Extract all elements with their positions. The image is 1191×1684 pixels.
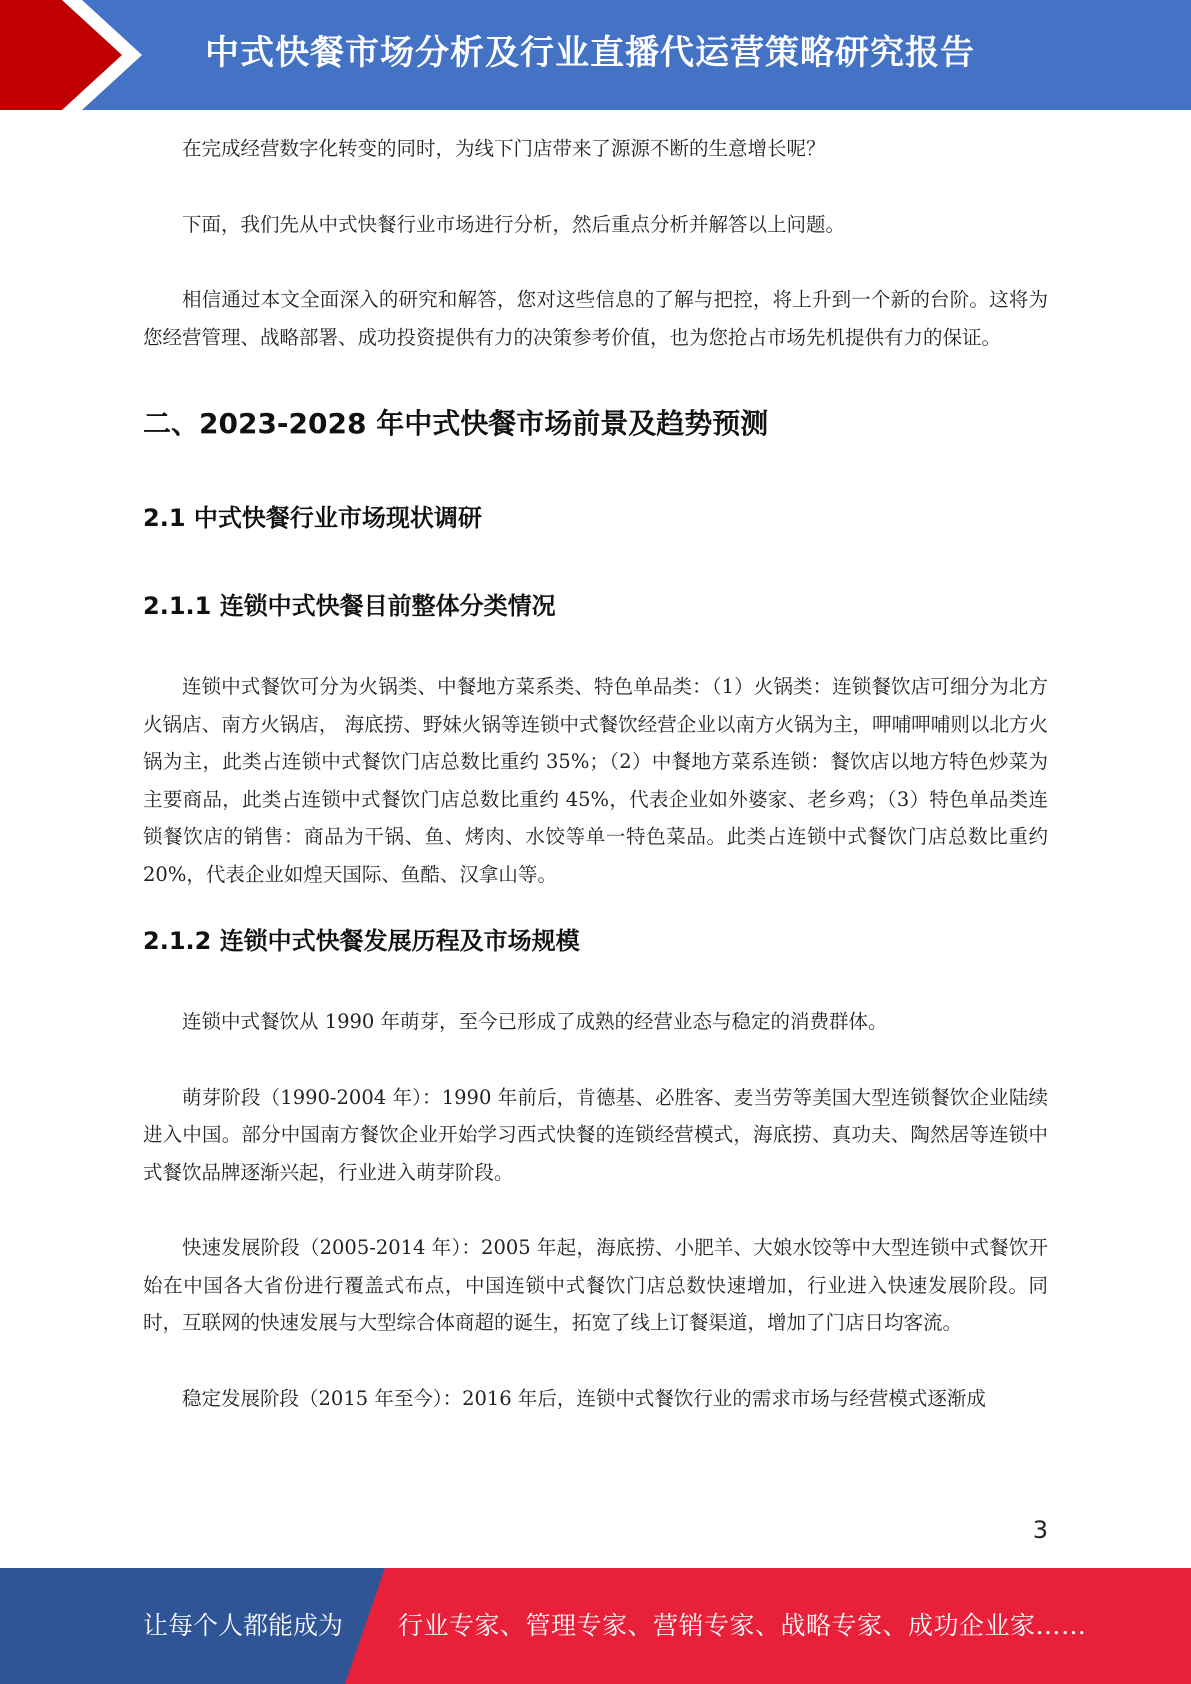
- header-title: 中式快餐市场分析及行业直播代运营策略研究报告: [205, 33, 975, 73]
- paragraph: 连锁中式餐饮从 1990 年萌芽，至今已形成了成熟的经营业态与稳定的消费群体。: [182, 1010, 888, 1033]
- footer-slogan-right: 行业专家、管理专家、营销专家、战略专家、成功企业家……: [398, 1611, 1087, 1640]
- paragraph: 相信通过本文全面深入的研究和解答，您对这些信息的了解与把控，将上升到一个新的台阶。这将为您经营管理、战略部署、成功投资提供有力的决策参考价值，也为您抢占市场先机提供有力的保证。: [143, 288, 1048, 349]
- paragraph: 连锁中式餐饮可分为火锅类、中餐地方菜系类、特色单品类：（1）火锅类：连锁餐饮店可细分为北方火锅店、南方火锅店， 海底捞、野妹火锅等连锁中式餐饮经营企业以南方火锅为主，呷哺呷哺则以北方火锅为主，此类占连锁中式餐饮门店总数比重约 35%；（2）中餐地方菜系连锁：餐饮店以地方特色炒菜为主要商品，此类占连锁中式餐饮门店总数比重约 45%，代表企业如外婆家、老乡鸡；（3）特色单品类连锁餐饮店的销售：商品为干锅、鱼、烤肉、水饺等单一特色菜品。此类占连锁中式餐饮门店总数比重约 20%，代表企业如煌天国际、鱼酷、汉拿山等。: [143, 675, 1048, 886]
- paragraph: 下面，我们先从中式快餐行业市场进行分析，然后重点分析并解答以上问题。: [182, 212, 846, 236]
- footer-slogan-left: 让每个人都能成为: [143, 1611, 344, 1640]
- page-header: [0, 0, 1191, 110]
- subsection-heading: 2.1.1 连锁中式快餐目前整体分类情况: [143, 592, 556, 620]
- document-body: [143, 130, 1048, 1417]
- paragraph: 快速发展阶段（2005-2014 年）：2005 年起，海底捞、小肥羊、大娘水饺等中大型连锁中式餐饮开始在中国各大省份进行覆盖式布点，中国连锁中式餐饮门店总数快速增加，行业进入快速发展阶段。同时，互联网的快速发展与大型综合体商超的诞生，拓宽了线上订餐渠道，增加了门店日均客流。: [143, 1236, 1048, 1334]
- paragraph: 萌芽阶段（1990-2004 年）：1990 年前后，肯德基、必胜客、麦当劳等美国大型连锁餐饮企业陆续进入中国。部分中国南方餐饮企业开始学习西式快餐的连锁经营模式，海底捞、真功夫、陶然居等连锁中式餐饮品牌逐渐兴起，行业进入萌芽阶段。: [143, 1085, 1048, 1184]
- paragraph: 在完成经营数字化转变的同时，为线下门店带来了源源不断的生意增长呢？: [182, 137, 826, 160]
- page-footer: [0, 1568, 1191, 1684]
- subsection-heading: 2.1 中式快餐行业市场现状调研: [143, 504, 482, 532]
- section-heading: 二、2023-2028 年中式快餐市场前景及趋势预测: [143, 407, 769, 440]
- subsection-heading: 2.1.2 连锁中式快餐发展历程及市场规模: [143, 927, 580, 955]
- page-number: 3: [1032, 1516, 1048, 1544]
- paragraph: 稳定发展阶段（2015 年至今）：2016 年后，连锁中式餐饮行业的需求市场与经营模式逐渐成: [182, 1386, 986, 1410]
- header-arrow-decoration: [0, 0, 160, 110]
